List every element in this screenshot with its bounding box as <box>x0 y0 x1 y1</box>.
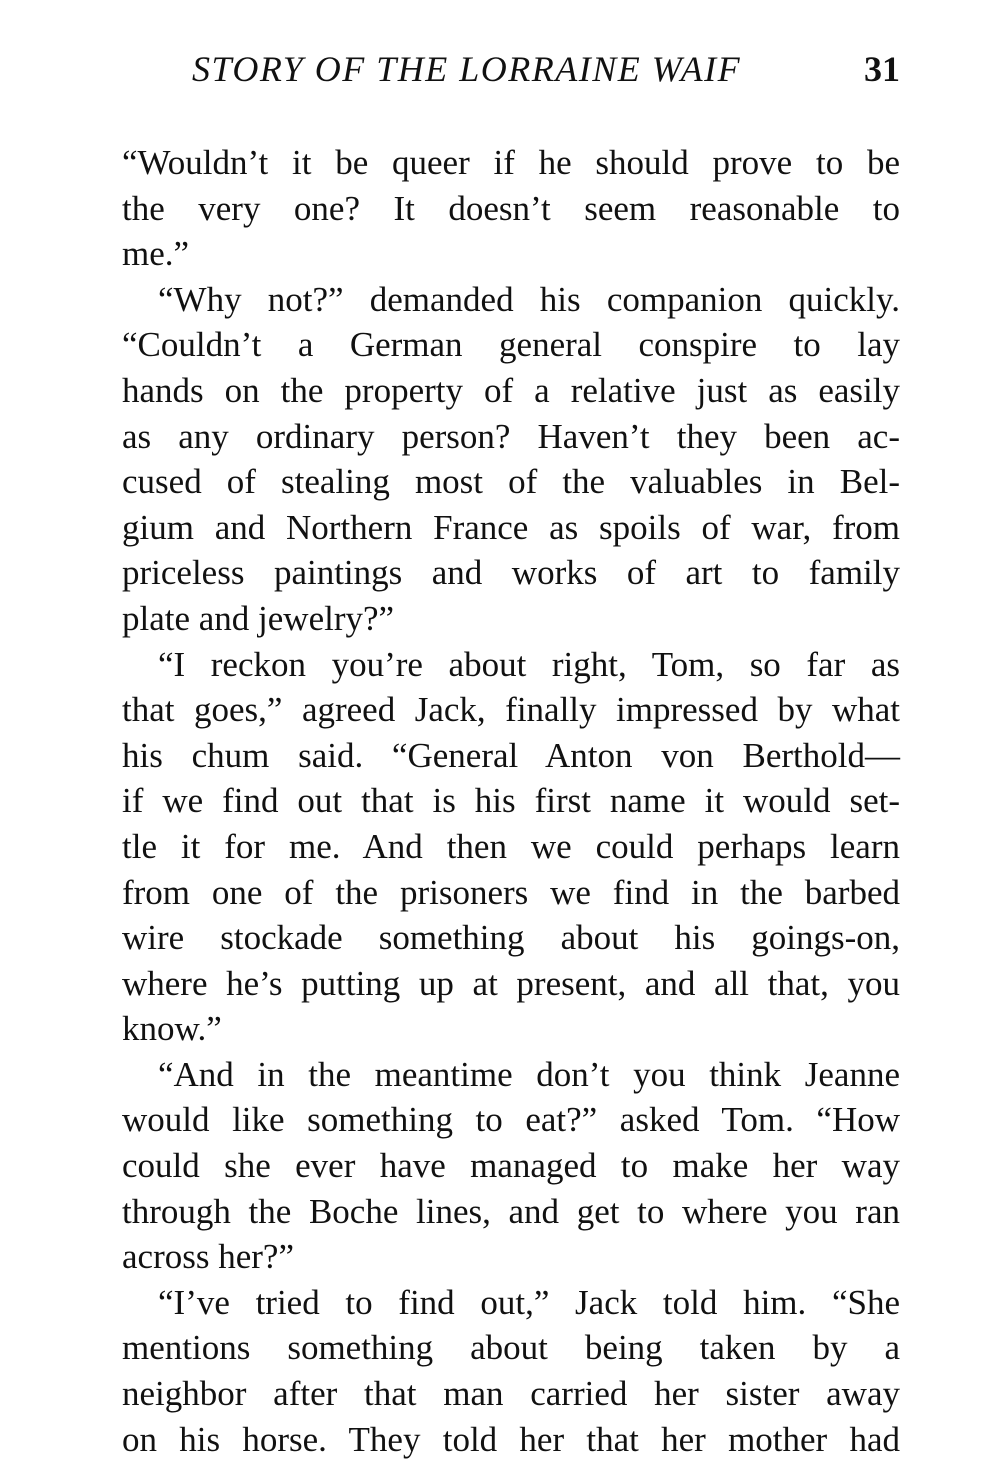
running-title: STORY OF THE LORRAINE WAIF <box>192 49 742 89</box>
text-line: gium and Northern France as spoils of war, from <box>122 507 900 547</box>
text-line: tle it for me. And then we could perhaps learn <box>122 826 900 866</box>
text-line: neighbor after that man carried her sister away <box>122 1374 900 1414</box>
text-line: “Couldn’t a German general conspire to lay <box>122 325 900 365</box>
text-line: priceless paintings and works of art to family <box>122 553 900 593</box>
text-line: if we find out that is his first name it would set- <box>122 781 900 821</box>
text-line: that goes,” agreed Jack, finally impressed by what <box>122 690 900 730</box>
text-line: where he’s putting up at present, and all that, you <box>122 963 900 1003</box>
text-line: would like something to eat?” asked Tom. “How <box>122 1100 900 1140</box>
text-line: the very one? It doesn’t seem reasonable to <box>122 188 900 228</box>
text-line: could she ever have managed to make her way <box>122 1146 900 1186</box>
text-line: know.” <box>122 1009 222 1049</box>
body-text <box>122 140 900 1462</box>
text-line: mentions something about being taken by a <box>122 1328 900 1368</box>
text-line: “I reckon you’re about right, Tom, so far as <box>158 644 900 684</box>
running-head <box>122 48 900 98</box>
page-number: 31 <box>864 49 900 89</box>
text-line: as any ordinary person? Haven’t they been ac- <box>122 416 900 456</box>
text-line: “Why not?” demanded his companion quickly. <box>158 279 900 319</box>
text-line: through the Boche lines, and get to where you ran <box>122 1191 900 1231</box>
text-line: cused of stealing most of the valuables in Bel- <box>122 462 900 502</box>
text-line: on his horse. They told her that her mother had <box>122 1419 900 1459</box>
text-line: his chum said. “General Anton von Berthold— <box>122 735 900 775</box>
text-line: wire stockade something about his goings-on, <box>122 918 900 958</box>
text-line: me.” <box>122 234 190 274</box>
text-line: “I’ve tried to find out,” Jack told him. “She <box>158 1282 900 1322</box>
text-line: across her?” <box>122 1237 294 1277</box>
text-line: from one of the prisoners we find in the barbed <box>122 872 900 912</box>
text-line: “And in the meantime don’t you think Jeanne <box>158 1054 900 1094</box>
text-line: plate and jewelry?” <box>122 598 395 638</box>
text-line: hands on the property of a relative just as easily <box>122 370 900 410</box>
text-line: “Wouldn’t it be queer if he should prove to be <box>122 143 900 182</box>
